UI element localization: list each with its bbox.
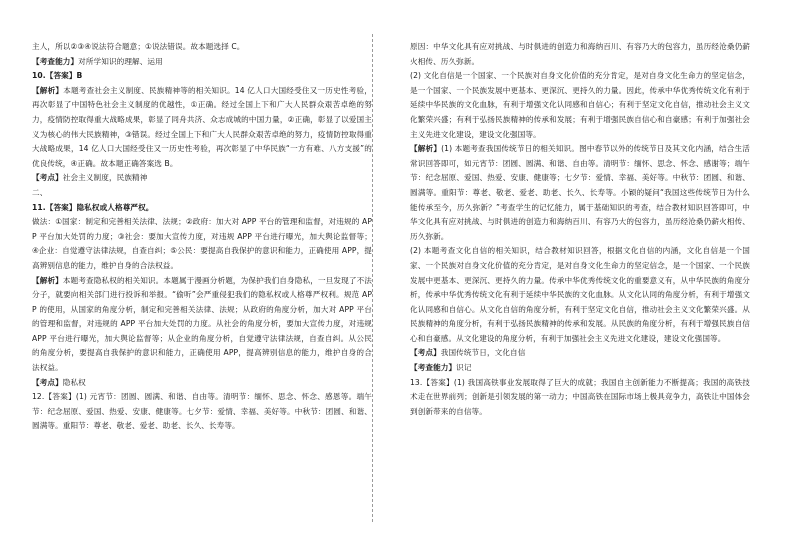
left-column xyxy=(32,40,372,434)
question-answer: 10.【答案】B xyxy=(32,71,83,81)
paragraph: 【解析】(1) 本题考查我国传统节日的相关知识。图中春节以外的传统节日及其文化内涵，结合生活常识回答即可，如元宵节：团圆、圆满、和谐、自由等。清明节：缅怀、思念、怀念、感谢等；端午节：纪念屈原、爱国、热爱、安康、健康等；七夕节：爱情、幸福、美好等。中秋节：团圆、和谐、圆满等。重阳节：尊老、敬老、爱老、助老、长久、长寿等。小颖的疑问“我国这些传统节日为什么能传承至今，历久弥新？”考查学生的记忆能力，属于基础知识的考查，结合教材知识回答即可，中华文化具有应对挑战、与时俱进的创造力和海纳百川、有容乃大的包容力，虽历经沧桑仍薪火相传、历久弥新。 xyxy=(410,144,750,241)
paragraph: 原因：中华文化具有应对挑战、与时俱进的创造力和海纳百川、有容乃大的包容力，虽历经沧桑仍薪火相传、历久弥新。 xyxy=(410,42,750,66)
paragraph: 【解析】本题考查隐私权的相关知识。本题属于漫画分析题，为保护我们自身隐私，一旦发现了不法分子，就要向相关部门进行投诉和举报。“偷听”会严重侵犯我们的隐私权或人格尊严权利。规范 APP 的使用，从国家的角度分析，制定和完善相关法律、法规；从政府的角度分析，加大对 APP 平台的管理和监督，对违规的 APP 平台加大处罚的力度。从社会的角度分析，要加大宣传力度，对违规 APP 平台进行曝光，加大舆论监督等；从企业的角度分析，自觉遵守法律法规，自查自纠。从公民的角度分析，要提高自我保护的意识和能力，正确使用 APP，提高辨别信息的能力，维护自身的合法权益。 xyxy=(32,275,372,373)
paragraph: 做法：①国家：制定和完善相关法律、法规；②政府：加大对 APP 平台的管理和监督，对违规的 APP 平台加大处罚的力度；③社会：要加大宣传力度，对违规 APP 平台进行曝光，加大舆论监督等；④企业：自觉遵守法律法规，自查自纠；⑤公民：要提高自我保护的意识和能力，正确使用 APP，提高辨别信息的能力，维护自身的合法权益。 xyxy=(32,217,372,270)
paragraph: 【考点】社会主义制度，民族精神 xyxy=(32,173,148,183)
paragraph: 【解析】本题考查社会主义制度、民族精神等的相关知识。14 亿人口大国经受住又一历史性考验，再次彰显了中国特色社会主义制度的优越性，①正确。经过全国上下和广大人民群众艰苦卓绝的努力，疫情防控取得重大战略成果，彰显了同舟共济、众志成城的中国力量，②正确，彰显了以爱国主义为核心的伟大民族精神，③错误。经过全国上下和广大人民群众艰苦卓绝的努力，疫情防控取得重大战略成果，14 亿人口大国经受住又一历史性考验，再次彰显了中华民族“一方有难、八方支援”的优良传统，④正确。故本题正确答案选 B。 xyxy=(32,85,372,168)
question-answer: 13.【答案】(1) 我国高铁事业发展取得了巨大的成就；我国自主创新能力不断提高；我国的高铁技术走在世界前列；创新是引领发展的第一动力；中国高铁在国际市场上极具竞争力，高铁让中国体会到创新带来的自信等。 xyxy=(410,377,750,416)
paragraph: 【考查能力】对所学知识的理解、运用 xyxy=(32,56,163,66)
paragraph: (2) 本题考查文化自信的相关知识，结合教材知识回答，根据文化自信的内涵，文化自信是一个国家、一个民族对自身文化价值的充分肯定，是对自身文化生命力的坚定信念，是一个国家、一个民族发展中更基本、更深沉、更持久的力量。传承中华优秀传统文化的重要意义有，从中华民族的角度分析，传承中华优秀传统文化有利于延续中华民族的文化血脉。从文化认同的角度分析，有利于增强文化认同感和自信心。从文化自信的角度分析，有利于坚定文化自信，推动社会主义文化繁荣兴盛。从民族精神的角度分析，有利于弘扬民族精神的传承和发展。从民族的角度分析，有利于增强民族自信心和自豪感。从文化建设的角度分析，有利于加强社会主义先进文化建设，建设文化强国等。 xyxy=(410,246,750,343)
paragraph: 主人，所以②③④说法符合题意；①说法错误。故本题选择 C。 xyxy=(32,42,245,51)
paragraph: (2) 文化自信是一个国家、一个民族对自身文化价值的充分肯定，是对自身文化生命力的坚定信念，是一个国家、一个民族发展中更基本、更深沉、更持久的力量。因此，传承中华优秀传统文化有利于延续中华民族的文化血脉，有利于增强文化认同感和自信心；有利于坚定文化自信，推动社会主义文化繁荣兴盛；有利于弘扬民族精神的传承和发展；有利于增强民族自信心和自豪感；有利于加强社会主义先进文化建设，建设文化强国等。 xyxy=(410,71,750,139)
paragraph: 【考点】隐私权 xyxy=(32,377,86,387)
right-column xyxy=(410,40,750,419)
column-divider xyxy=(372,34,373,522)
section-heading: 二、 xyxy=(32,187,48,197)
paragraph: 【考点】我国传统节日，文化自信 xyxy=(410,348,526,358)
question-answer: 11.【答案】隐私权或人格尊严权。 xyxy=(32,202,154,212)
question-answer: 12.【答案】(1) 元宵节：团圆、圆满、和谐、自由等。清明节：缅怀、思念、怀念、感恩等。端午节：纪念屈原、爱国、热爱、安康、健康等。七夕节：爱情、幸福、美好等。中秋节：团圆、和谐、圆满等。重阳节：尊老、敬老、爱老、助老、长久、长寿等。 xyxy=(32,392,372,431)
paragraph: 【考查能力】识记 xyxy=(410,363,472,373)
